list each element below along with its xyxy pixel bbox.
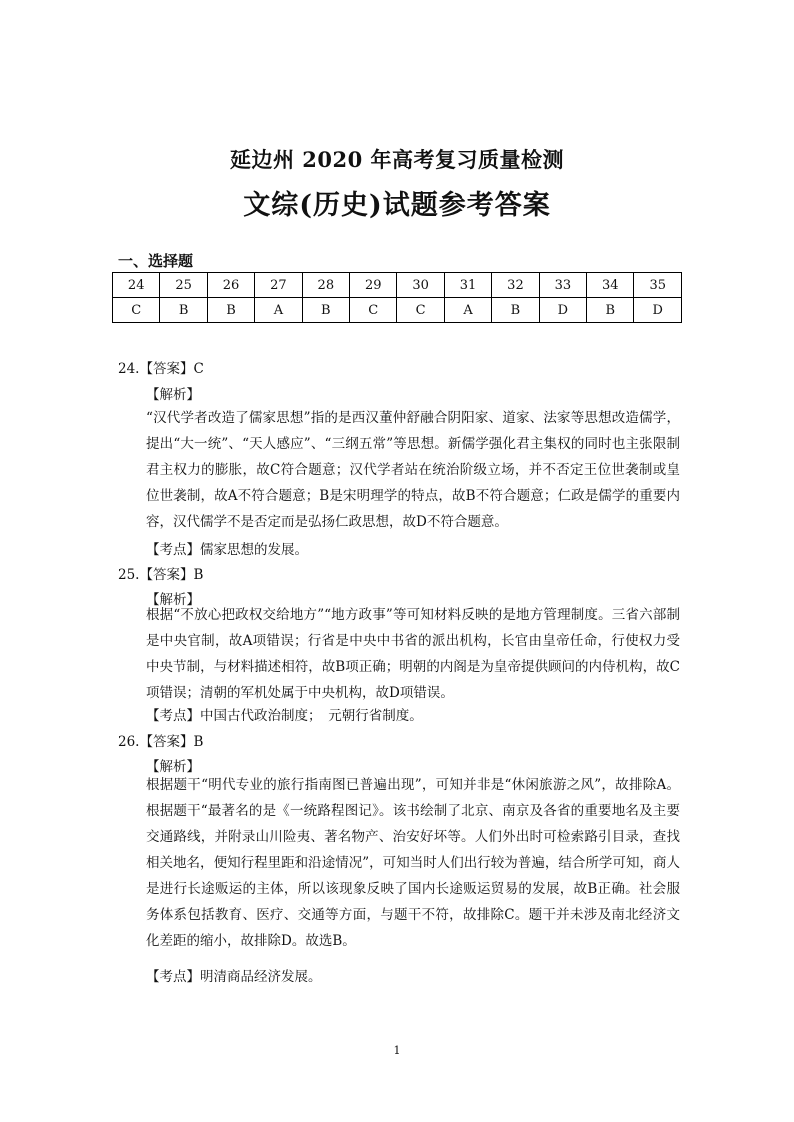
question-number-cell: 26	[207, 273, 254, 298]
question-number-cell: 32	[492, 273, 539, 298]
answer-cell: B	[587, 298, 634, 323]
question-25-answer: 25.【答案】B	[118, 567, 204, 583]
question-number-cell: 34	[587, 273, 634, 298]
answer-table-answer-row	[113, 298, 682, 323]
answer-cell: A	[444, 298, 491, 323]
document-title: 延边州 2020 年高考复习质量检测	[229, 147, 565, 172]
question-number-cell: 35	[634, 273, 682, 298]
answer-table	[112, 272, 682, 323]
answer-cell: C	[397, 298, 444, 323]
answer-cell: B	[160, 298, 207, 323]
question-24-analysis: “汉代学者改造了儒家思想”指的是西汉董仲舒融合阴阳家、道家、法家等思想改造儒学，提出“大一统”、“天人感应”、“三纲五常”等思想。新儒学强化君主集权的同时也主张限制君主权力的膨胀，故C符合题意；汉代学者站在统治阶级立场，并不否定王位世袭制或皇位世袭制，故A不符合题意；B是宋明理学的特点，故B不符合题意；仁政是儒学的重要内容，汉代儒学不是否定而是弘扬仁政思想，故D不符合题意。	[146, 410, 680, 530]
question-24-answer: 24.【答案】C	[118, 361, 204, 377]
document-subtitle: 文综(历史)试题参考答案	[243, 190, 551, 221]
answer-cell: B	[492, 298, 539, 323]
section-title: 一、选择题	[118, 252, 194, 270]
answer-cell: D	[539, 298, 586, 323]
question-number-cell: 25	[160, 273, 207, 298]
question-number-cell: 28	[302, 273, 349, 298]
question-26-analysis: 根据题干“明代专业的旅行指南图已普遍出现”，可知并非是“休闲旅游之风”，故排除A。根据题干“最著名的是《一统路程图记》。该书绘制了北京、南京及各省的重要地名及主要交通路线，并附录山川险夷、著名物产、治安好坏等。人们外出时可检索路引目录，查找相关地名，便知行程里距和沿途情况”，可知当时人们出行较为普遍，结合所学可知，商人是进行长途贩运的主体，所以该现象反映了国内长途贩运贸易的发展，故B正确。社会服务体系包括教育、医疗、交通等方面，与题干不符，故排除C。题干并未涉及南北经济文化差距的缩小，故排除D。故选B。	[146, 777, 680, 949]
answer-cell: D	[634, 298, 682, 323]
question-number-cell: 31	[444, 273, 491, 298]
answer-cell: B	[207, 298, 254, 323]
question-number-cell: 29	[350, 273, 397, 298]
answer-table-number-row	[113, 273, 682, 298]
question-24-point: 【考点】儒家思想的发展。	[146, 542, 308, 558]
answer-cell: C	[350, 298, 397, 323]
question-25-point: 【考点】中国古代政治制度； 元朝行省制度。	[146, 708, 423, 724]
question-25-analysis: 根据“不放心把政权交给地方”“地方政事”等可知材料反映的是地方管理制度。三省六部制是中央官制，故A项错误；行省是中央中书省的派出机构，长官由皇帝任命，行使权力受中央节制，与材料描述相符，故B项正确；明朝的内阁是为皇帝提供顾问的内侍机构，故C项错误；清朝的军机处属于中央机构，故D项错误。	[146, 607, 680, 701]
question-26-answer: 26.【答案】B	[118, 734, 204, 750]
answer-cell: B	[302, 298, 349, 323]
page-number: 1	[393, 1044, 401, 1057]
answer-cell: C	[113, 298, 160, 323]
question-number-cell: 27	[255, 273, 302, 298]
question-26-point: 【考点】明清商品经济发展。	[146, 969, 322, 985]
question-number-cell: 30	[397, 273, 444, 298]
question-25-analysis-label: 【解析】	[146, 592, 200, 608]
question-number-cell: 24	[113, 273, 160, 298]
question-26-analysis-label: 【解析】	[146, 759, 200, 775]
answer-cell: A	[255, 298, 302, 323]
question-24-analysis-label: 【解析】	[146, 387, 200, 403]
question-number-cell: 33	[539, 273, 586, 298]
